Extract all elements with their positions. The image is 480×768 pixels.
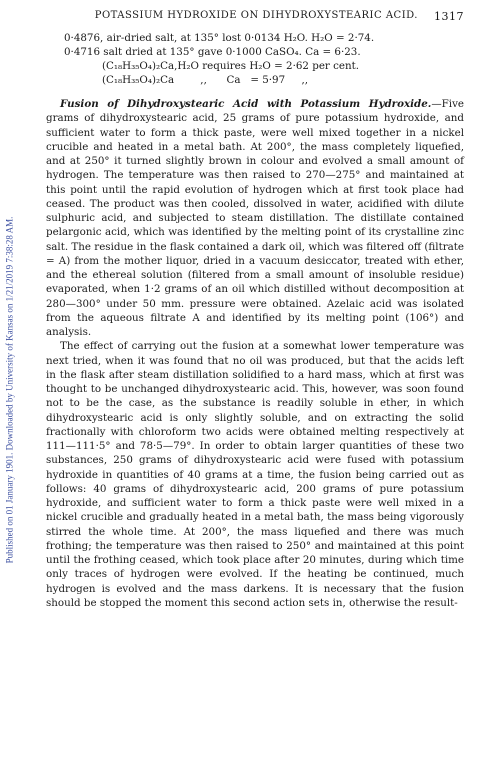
download-watermark-text: Published on 01 January 1901. Downloaded by University of Kansas on 1/21/2019 7:38:28 AM. — [4, 216, 15, 564]
section-heading: Fusion of Dihydroxystearic Acid with Potassium Hydroxide. — [60, 98, 432, 110]
download-watermark — [2, 60, 16, 720]
journal-page — [46, 0, 464, 610]
analysis-line: 0·4876, air-dried salt, at 135° lost 0·0134 H₂O. H₂O = 2·74. — [64, 32, 375, 44]
article-body — [46, 97, 464, 610]
analysis-line: (C₁₈H₃₅O₄)₂Ca,H₂O requires H₂O = 2·62 per cent. — [102, 60, 360, 72]
paragraph: The effect of carrying out the fusion at a somewhat lower temperature was next tried, when it was found that no oil was produced, but that the acids left in the flask after steam distillation solidified to a hard mass, which at first was thought to be unchanged dihydroxystearic acid. This, however, was soon found not to be the case, as the substance is readily soluble in ether, in which dihydroxystearic acid is only slightly soluble, and on extracting the solid fractionally with chloroform two acids were obtained melting respectively at 111—111·5° and 78·5—79°. In order to obtain larger quantities of these two substances, 250 grams of dihydroxystearic acid were fused with potassium hydroxide in quantities of 40 grams at a time, the fusion being carried out as follows: 40 grams of dihydroxystearic acid, 200 grams of pure potassium hydroxide, and sufficient water to form a thick paste were well mixed in a nickel crucible and gradually heated in a metal bath, the mass being vigorously stirred the whole time. At 200°, the mass liquefied and there was much frothing; the temperature was then raised to 250° and maintained at this point until the frothing ceased, which took place after 20 minutes, during which time only traces of hydrogen were evolved. If the heating be continued, much hydrogen is evolved and the mass darkens. It is necessary that the fusion should be stopped the moment this second action sets in, otherwise the result- — [46, 340, 464, 609]
running-title: POTASSIUM HYDROXIDE ON DIHYDROXYSTEARIC ACID. — [94, 10, 418, 21]
analysis-line: (C₁₈H₃₅O₄)₂Ca ,, Ca = 5·97 ,, — [102, 74, 309, 86]
paragraph — [46, 97, 464, 339]
analysis-line: 0·4716 salt dried at 135° gave 0·1000 CaSO₄. Ca = 6·23. — [64, 46, 361, 58]
page-number: 1317 — [434, 10, 464, 23]
analysis-data-block — [46, 31, 464, 87]
paragraph-lead-text: —Five grams of dihydroxystearic acid, 25 grams of pure potassium hydroxide, and sufficient water to form a thick paste, were well mixed together in a nickel crucible and heated in a metal bath. At 200°, the mass completely liquefied, and at 250° it turned slightly brown in colour and evolved a small amount of hydrogen. The temperature was then raised to 270—275° and maintained at this point until the rapid evolution of hydrogen which at first took place had ceased. The product was then cooled, dissolved in water, acidified with dilute sulphuric acid, and subjected to steam distillation. The distillate contained pelargonic acid, which was identified by the melting point of its crystalline zinc salt. The residue in the flask contained a dark oil, which was filtered off (filtrate = A) from the mother liquor, dried in a vacuum desiccator, treated with ether, and the ethereal solution (filtered from a small amount of insoluble residue) evaporated, when 1·2 grams of an oil which distilled without decomposition at 280—300° under 50 mm. pressure were obtained. Azelaic acid was isolated from the aqueous filtrate A and identified by its melting point (106°) and analysis. — [46, 98, 464, 338]
running-header — [46, 0, 464, 23]
